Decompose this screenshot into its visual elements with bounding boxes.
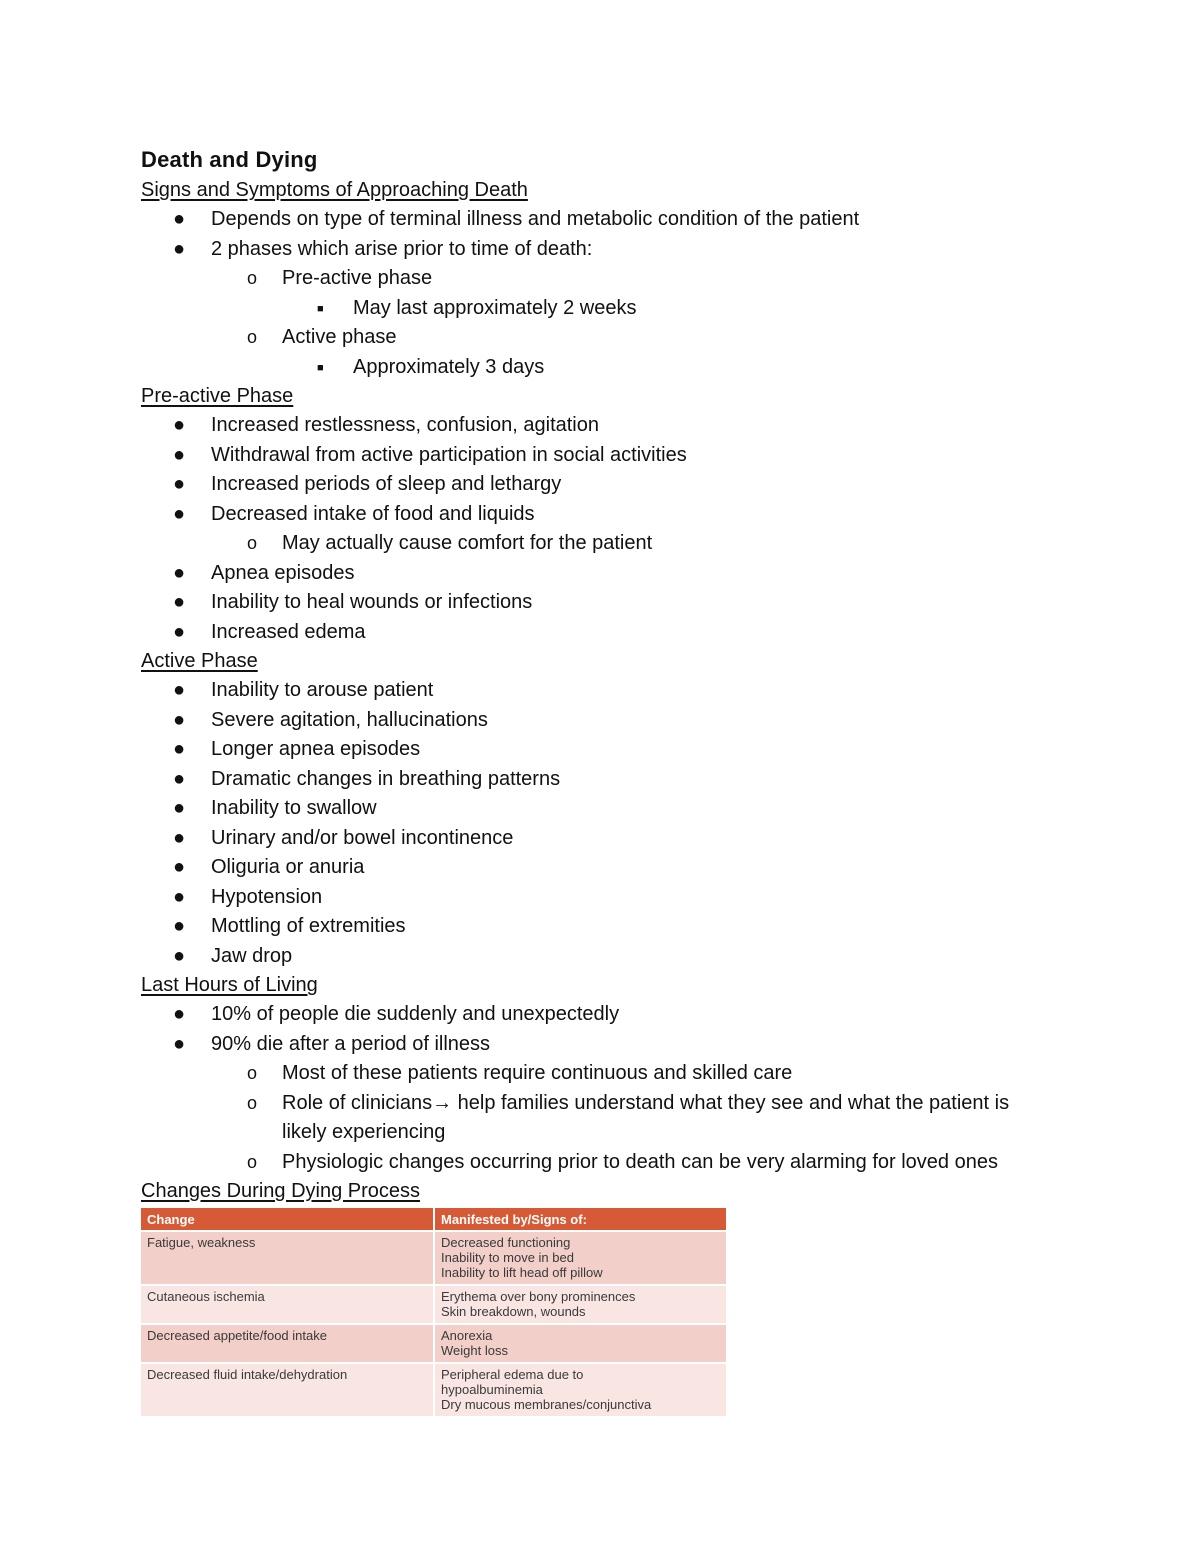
bullet-icon: ● <box>173 738 186 760</box>
circle-bullet-icon: o <box>247 533 258 553</box>
table-row <box>141 1231 726 1285</box>
list-item: ● Withdrawal from active participation in social activities <box>141 441 1071 471</box>
section-heading-active: Active Phase <box>141 650 258 672</box>
document-title: Death and Dying <box>141 147 318 172</box>
list-item: ● Oliguria or anuria <box>141 853 1071 883</box>
section-heading-preactive: Pre-active Phase <box>141 385 294 407</box>
table-cell-change: Decreased fluid intake/dehydration <box>141 1363 434 1417</box>
table-cell-change: Cutaneous ischemia <box>141 1285 434 1324</box>
list-item: ● Increased restlessness, confusion, agitation <box>141 411 1071 441</box>
square-bullet-icon: ■ <box>317 361 324 374</box>
table-row <box>141 1363 726 1417</box>
table-row <box>141 1285 726 1324</box>
bullet-icon: ● <box>173 797 186 819</box>
bullet-icon: ● <box>173 826 186 849</box>
list-item: o Most of these patients require continuous and skilled care <box>141 1059 1071 1089</box>
list-item: ● Hypotension <box>141 883 1071 913</box>
table-header-cell: Manifested by/Signs of: <box>434 1208 726 1231</box>
bullet-icon: ● <box>173 885 186 908</box>
table-cell-signs: Erythema over bony prominences Skin breakdown, wounds <box>434 1285 726 1324</box>
bullet-icon: ● <box>173 502 186 525</box>
table-header-row <box>141 1208 726 1231</box>
list-item: o Pre-active phase <box>141 264 1071 294</box>
table-cell-signs: Peripheral edema due to hypoalbuminemia Dry mucous membranes/conjunctiva <box>434 1363 726 1417</box>
section-heading-last-hours: Last Hours of Living <box>141 974 318 996</box>
list-item: o May actually cause comfort for the patient <box>141 529 1071 559</box>
list-item: ● Severe agitation, hallucinations <box>141 706 1071 736</box>
arrow-right-icon: → <box>432 1091 453 1114</box>
bullet-icon: ● <box>173 620 186 643</box>
square-bullet-icon: ■ <box>317 302 324 315</box>
bullet-icon: ● <box>173 561 186 584</box>
list-item: ● Apnea episodes <box>141 559 1071 589</box>
circle-bullet-icon: o <box>247 1092 258 1113</box>
table-cell-signs: Anorexia Weight loss <box>434 1324 726 1363</box>
section-heading-signs: Signs and Symptoms of Approaching Death <box>141 179 528 201</box>
bullet-icon: ● <box>173 1032 186 1055</box>
table-header-cell: Change <box>141 1208 434 1231</box>
list-item: ● 2 phases which arise prior to time of death: <box>141 235 1071 265</box>
bullet-icon: ● <box>173 208 186 230</box>
list-item: ● Urinary and/or bowel incontinence <box>141 824 1071 854</box>
table-cell-change: Fatigue, weakness <box>141 1231 434 1285</box>
bullet-icon: ● <box>173 443 186 466</box>
bullet-icon: ● <box>173 1003 186 1025</box>
circle-bullet-icon: o <box>247 1063 258 1083</box>
list-item: ● Inability to arouse patient <box>141 676 1071 706</box>
document-page <box>141 144 1071 1418</box>
bullet-icon: ● <box>173 414 186 436</box>
circle-bullet-icon: o <box>247 327 258 347</box>
list-item: ● 10% of people die suddenly and unexpectedly <box>141 1000 1071 1030</box>
list-item: ● Increased edema <box>141 618 1071 648</box>
table-cell-change: Decreased appetite/food intake <box>141 1324 434 1363</box>
list-item: ● 90% die after a period of illness <box>141 1030 1071 1060</box>
list-item: ● Inability to swallow <box>141 794 1071 824</box>
bullet-icon: ● <box>173 767 186 790</box>
list-item: ● Inability to heal wounds or infections <box>141 588 1071 618</box>
bullet-icon: ● <box>173 915 186 937</box>
list-item: ● Increased periods of sleep and lethargy <box>141 470 1071 500</box>
list-item: o Role of clinicians→ help families understand what they see and what the patient is likely experiencing <box>141 1089 1071 1148</box>
bullet-icon: ● <box>173 679 186 701</box>
list-item: o Active phase <box>141 323 1071 353</box>
bullet-icon: ● <box>173 237 186 260</box>
changes-table <box>141 1208 726 1418</box>
list-item: o Physiologic changes occurring prior to death can be very alarming for loved ones <box>141 1148 1071 1178</box>
list-item: ● Mottling of extremities <box>141 912 1071 942</box>
circle-bullet-icon: o <box>247 268 258 288</box>
bullet-icon: ● <box>173 473 186 495</box>
list-item: ● Decreased intake of food and liquids <box>141 500 1071 530</box>
list-item: ■ Approximately 3 days <box>141 353 1071 383</box>
bullet-icon: ● <box>173 591 186 613</box>
table-cell-signs: Decreased functioning Inability to move in bed Inability to lift head off pillow <box>434 1231 726 1285</box>
circle-bullet-icon: o <box>247 1151 258 1172</box>
section-heading-changes: Changes During Dying Process <box>141 1180 421 1202</box>
list-item: ■ May last approximately 2 weeks <box>141 294 1071 324</box>
table-row <box>141 1324 726 1363</box>
bullet-icon: ● <box>173 856 186 878</box>
list-item: ● Jaw drop <box>141 942 1071 972</box>
bullet-icon: ● <box>173 708 186 731</box>
list-item: ● Depends on type of terminal illness and metabolic condition of the patient <box>141 205 1071 235</box>
list-item: ● Dramatic changes in breathing patterns <box>141 765 1071 795</box>
bullet-icon: ● <box>173 944 186 967</box>
list-item: ● Longer apnea episodes <box>141 735 1071 765</box>
